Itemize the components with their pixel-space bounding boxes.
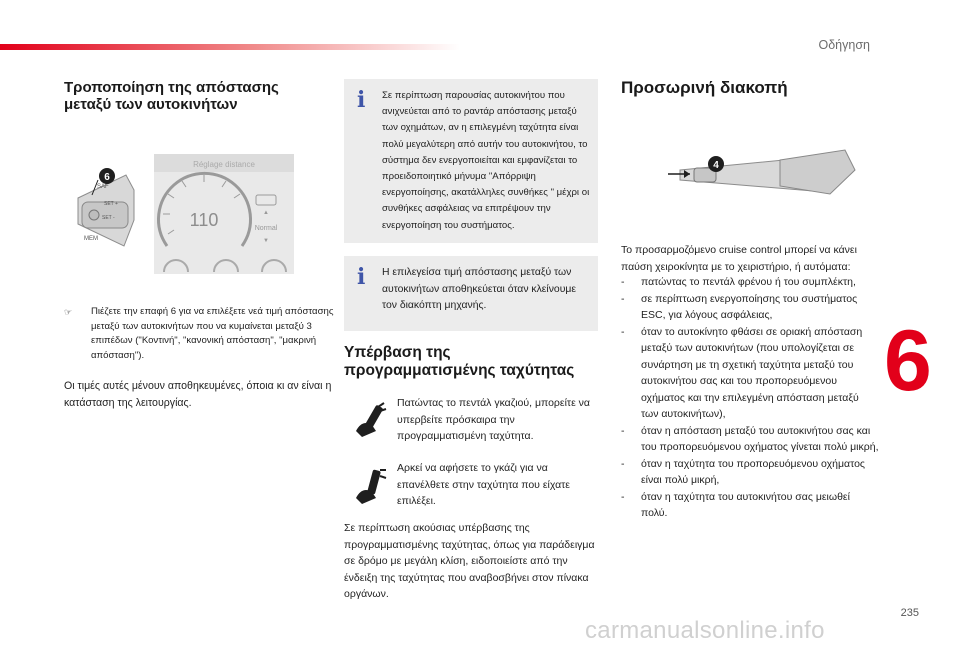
stalk-label: SET + [104, 201, 118, 207]
pedal-release-text: Αρκεί να αφήσετε το γκάζι για να επανέλθετε στην ταχύτητα που είχατε επιλέξει. [397, 462, 570, 507]
info-box-memory [344, 256, 598, 331]
pause-conditions-list [621, 274, 879, 522]
list-item: - σε περίπτωση ενεργοποίησης του συστήματος ESC, για λόγους ασφάλειας, [621, 292, 858, 321]
callout-4-badge [708, 156, 724, 172]
watermark: carmanualsonline.info [585, 617, 825, 644]
pause-intro-paragraph: Το προσαρμοζόμενο cruise control μπορεί να κάνει παύση χειροκίνητα με το χειριστήριο, ή αυτόματα: [621, 244, 857, 273]
list-item: - όταν η απόσταση μεταξύ του αυτοκινήτου σας και του προπορευόμενου οχήματος γίνεται πολύ μικρή, [621, 424, 879, 453]
section-title: Οδήγηση [818, 38, 870, 52]
list-item: - όταν το αυτοκίνητο φθάσει σε οριακή απόσταση μεταξύ των αυτοκινήτων (που υπολογίζεται σε συνάρτηση με τη σχετική ταχύτητα μεταξύ του αυτοκινήτου σας και του προπορευόμενου οχήματος και την επιλεγμένη απόσταση μεταξύ των αυτοκινήτων), [621, 325, 863, 420]
distance-adjust-heading: Τροποποίηση της απόστασης μεταξύ των αυτοκινήτων [64, 79, 279, 113]
svg-text:4: 4 [713, 160, 719, 171]
overspeed-heading: Υπέρβαση της προγραμματισμένης ταχύτητας [344, 344, 575, 379]
temporary-pause-heading: Προσωρινή διακοπή [621, 78, 788, 97]
accelerator-release-icon [352, 466, 388, 506]
up-arrow-icon: ▲ [263, 210, 269, 216]
info-icon: i [357, 264, 366, 290]
bullet-text: Πιέζετε την επαφή 6 για να επιλέξετε νεά τιμή απόστασης μεταξύ των αυτοκινήτων που να κυμαίνεται μεταξύ 3 επιπέδων ("Κοντινή", "κανονική απόσταση", "μακρινή απόσταση"). [91, 306, 334, 361]
pedal-press-text: Πατώντας το πεντάλ γκαζιού, μπορείτε να υπερβείτε πρόσκαιρα την προγραμματισμένη ταχύτητα. [397, 397, 590, 442]
set-speed-readout: 110 [189, 210, 219, 230]
pointing-hand-icon: ☞ [64, 307, 73, 317]
down-arrow-icon: ▼ [263, 238, 269, 244]
pause-control-illustration [650, 130, 860, 225]
info-box-text: Σε περίπτωση παρουσίας αυτοκινήτου που ανιχνεύεται από το ραντάρ απόστασης μεταξύ των οχημάτων, αν η επιλεγμένη ταχύτητα είναι πολύ μεγαλύτερη από αυτήν του αυτοκινήτου, το σύστημα δεν ενεργοποιείται και εμφανίζεται το προειδοποιητικό μήνυμα "Απόρριψη ενεργοποίησης, ακατάλληλες συνθήκες " μέχρι οι συνθήκες ασφάλειας να επιτρέψουν την ενεργοποίηση του συστήματος. [382, 90, 590, 231]
accelerator-press-icon [352, 401, 388, 441]
list-item: - όταν η ταχύτητα του αυτοκινήτου σας μειωθεί πολύ. [621, 490, 850, 519]
list-item: - όταν η ταχύτητα του προπορευόμενου οχήματος είναι πολύ μικρή, [621, 457, 865, 486]
chapter-number: 6 [884, 313, 932, 409]
distance-setting-illustration [64, 150, 299, 276]
stored-values-paragraph: Οι τιμές αυτές μένουν αποθηκευμένες, όποια κι αν είναι η κατάσταση της λειτουργίας. [64, 380, 332, 409]
distance-level-label: Normal [254, 225, 278, 232]
info-box-radar [344, 79, 598, 243]
svg-text:6: 6 [104, 172, 110, 183]
callout-6-badge [99, 168, 115, 184]
header-accent-bar [0, 44, 460, 50]
instrument-display-panel [154, 154, 294, 274]
stalk-label: MEM [84, 236, 98, 242]
cruise-control-stalk [78, 175, 134, 246]
bullet-instruction [64, 305, 334, 363]
overspeed-warning-paragraph: Σε περίπτωση ακούσιας υπέρβασης της προγραμματισμένης ταχύτητας, όπως για παράδειγμα σε δρόμο με μεγάλη κλίση, ειδοποιείστε από την ένδειξη της ταχύτητας που αναβοσβήνει στον πίνακα οργάνων. [344, 522, 595, 600]
stalk-label: SET - [102, 215, 115, 221]
panel-title: Réglage distance [193, 160, 255, 169]
info-box-text: Η επιλεγείσα τιμή απόστασης μεταξύ των αυτοκινήτων αποθηκεύεται όταν κλείνουμε τον διακόπτη μηχανής. [382, 267, 577, 311]
page-number: 235 [900, 607, 919, 619]
stalk-label: SAF [97, 184, 109, 190]
list-item: - πατώντας το πεντάλ φρένου ή του συμπλέκτη, [621, 276, 856, 288]
info-icon: i [357, 87, 366, 113]
